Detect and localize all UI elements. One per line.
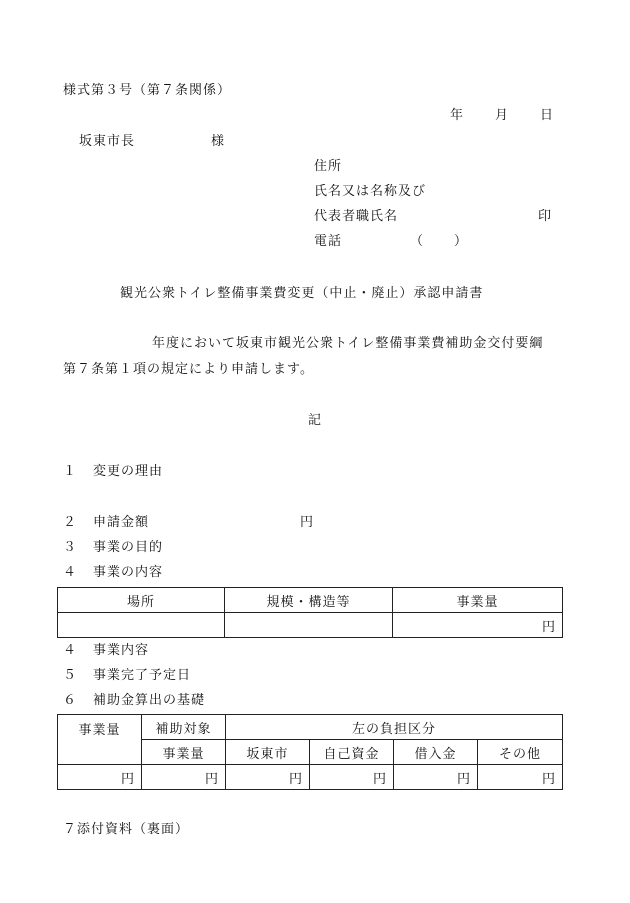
applicant-name-label: 氏名又は名称及び: [314, 184, 427, 199]
addressee-honorific: 様: [211, 134, 226, 149]
table-header-borrowing: 借入金: [394, 740, 478, 765]
table-header-bando-city: 坂東市: [226, 740, 310, 765]
applicant-representative-label: 代表者職氏名: [314, 209, 399, 224]
ki-heading: 記: [308, 413, 323, 428]
seal-mark: 印: [538, 209, 553, 224]
table-header-own-funds: 自己資金: [310, 740, 394, 765]
subsidy-basis-table: [57, 714, 563, 790]
attachments-heading: ７添付資料（裏面）: [63, 822, 190, 837]
table-header-burden-split: 左の負担区分: [226, 715, 563, 740]
date-year: 年: [450, 108, 465, 123]
table-cell-yen: 円: [142, 765, 226, 790]
item-number: ２: [63, 515, 78, 530]
form-number: 様式第３号（第７条関係）: [63, 83, 232, 98]
table-cell-yen: 円: [58, 765, 142, 790]
request-amount-yen: 円: [300, 515, 315, 530]
phone-open-paren: （: [410, 234, 425, 249]
item-business-details: 事業内容: [93, 643, 150, 658]
table-cell-yen: 円: [478, 765, 563, 790]
item-number: １: [63, 464, 78, 479]
item-number: ４: [63, 565, 78, 580]
item-business-purpose: 事業の目的: [93, 540, 164, 555]
item-number: ６: [63, 693, 78, 708]
table-header-location: 場所: [58, 588, 225, 613]
item-number: ５: [63, 668, 78, 683]
table-cell-quantity: 円: [393, 613, 563, 638]
table-header-quantity: 事業量: [393, 588, 563, 613]
date-month: 月: [495, 108, 510, 123]
table-header-subsidy-target-quantity: 事業量: [142, 740, 226, 765]
table-cell-yen: 円: [310, 765, 394, 790]
item-request-amount: 申請金額: [93, 515, 150, 530]
addressee-name: 坂東市長: [79, 134, 136, 149]
item-change-reason: 変更の理由: [93, 464, 164, 479]
table-header-business-quantity: 事業量: [58, 715, 142, 765]
item-number: ３: [63, 540, 78, 555]
date-day: 日: [540, 108, 555, 123]
applicant-address-label: 住所: [314, 159, 343, 174]
item-completion-date: 事業完了予定日: [93, 668, 192, 683]
body-line-1: 年度において坂東市観光公衆トイレ整備事業費補助金交付要綱: [152, 336, 544, 351]
body-line-2: 第７条第１項の規定により申請します。: [63, 362, 314, 377]
item-subsidy-basis: 補助金算出の基礎: [93, 693, 206, 708]
table-header-other: その他: [478, 740, 563, 765]
item-number: ４: [63, 643, 78, 658]
document-title: 観光公衆トイレ整備事業費変更（中止・廃止）承認申請書: [120, 286, 484, 301]
table-header-scale: 規模・構造等: [225, 588, 393, 613]
table-cell-yen: 円: [394, 765, 478, 790]
phone-close-paren: ）: [454, 234, 469, 249]
table-cell-scale: [225, 613, 393, 638]
table-cell-location: [58, 613, 225, 638]
table-cell-yen: 円: [226, 765, 310, 790]
business-content-table: [57, 587, 563, 638]
table-header-subsidy-target: 補助対象: [142, 715, 226, 740]
item-business-content: 事業の内容: [93, 565, 164, 580]
applicant-phone-label: 電話: [314, 234, 343, 249]
